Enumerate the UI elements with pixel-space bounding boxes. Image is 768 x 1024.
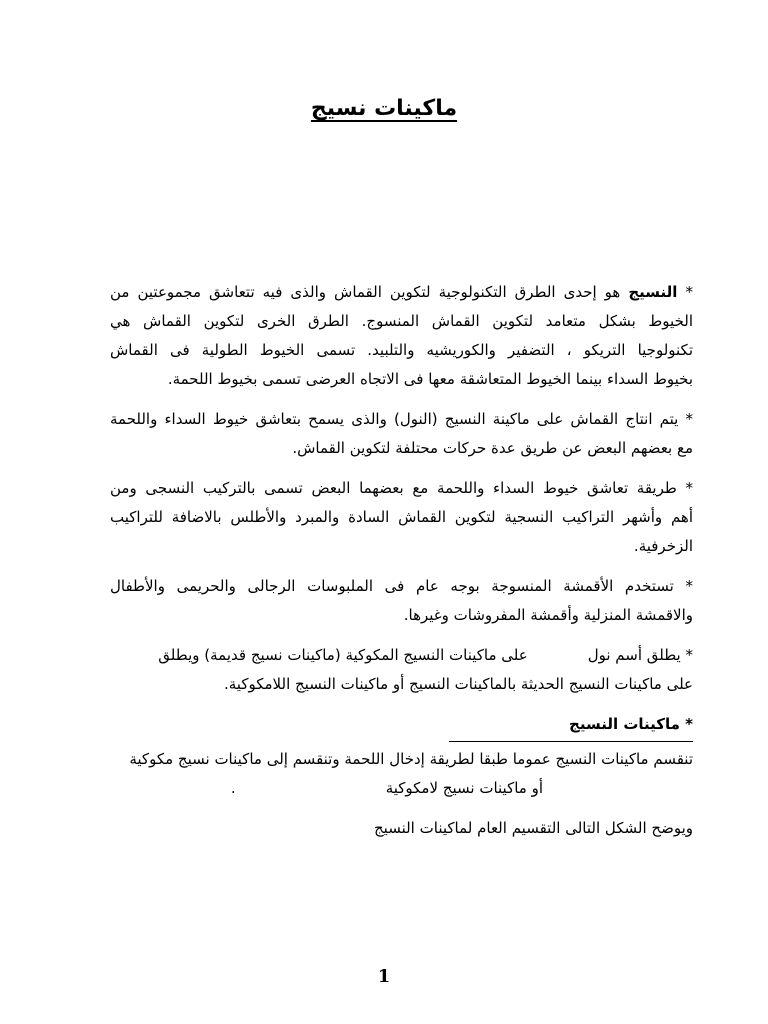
- paragraph-line: والاقمشة المنزلية وأقمشة المفروشات وغيرها.: [403, 606, 693, 624]
- paragraph-line: ويوضح الشكل التالى التقسيم العام لماكينات النسيج: [374, 819, 693, 837]
- paragraph-line: بخيوط السداء بينما الخيوط المتعاشقة معها فى الاتجاه العرضى تسمى بخيوط اللحمة.: [167, 370, 693, 388]
- section-subheading: * ماكينات النسيج: [449, 710, 693, 742]
- paragraph-line: على ماكينات النسيج الحديثة بالماكينات النسيج أو ماكينات النسيج اللامكوكية.: [224, 675, 693, 693]
- paragraph-line: [110, 641, 693, 670]
- paragraph-uses: [110, 572, 693, 630]
- paragraph-line: [110, 278, 693, 307]
- paragraph-definition: [110, 278, 693, 394]
- paragraph-weave-structure: [110, 474, 693, 561]
- paragraph-line: * يتم انتاج القماش على ماكينة النسيج (النول) والذى يسمح بتعاشق خيوط السداء واللحمة: [110, 410, 693, 428]
- paragraph-loom-naming: [110, 641, 693, 699]
- paragraph-line: * طريقة تعاشق خيوط السداء واللحمة مع بعضهما البعض تسمى بالتركيب النسجى ومن: [110, 479, 693, 497]
- paragraph-line: [110, 774, 693, 803]
- paragraph-classification: [110, 745, 693, 803]
- paragraph-line: أهم وأشهر التراكيب النسجية لتكوين القماش السادة والمبرد والأطلس بالاضافة للتراكيب: [110, 508, 693, 526]
- paragraph-line: الزخرفية.: [633, 537, 693, 555]
- bullet-marker: *: [685, 283, 693, 301]
- paragraph-line: مع بعضهم البعض عن طريق عدة حركات محتلفة لتكوين القماش.: [292, 439, 693, 457]
- paragraph-line: * تستخدم الأقمشة المنسوجة بوجه عام فى الملبوسات الرجالى والحريمى والأطفال: [110, 577, 693, 595]
- paragraph-production: [110, 405, 693, 463]
- line-text: أو ماكينات نسيج لامكوكية: [385, 779, 543, 797]
- paragraph-line: الخيوط بشكل متعامد لتكوين القماش المنسوج. الطرق الخرى لتكوين القماش هي: [110, 312, 693, 330]
- section-subheading-wrap: [110, 710, 693, 739]
- line-text: .: [230, 779, 236, 797]
- bold-term: النسيج: [628, 283, 678, 301]
- paragraph-figure-intro: [110, 814, 693, 843]
- page-title: ماكينات نسيج: [310, 96, 458, 121]
- line-text: على ماكينات النسيج المكوكية (ماكينات نسيج قديمة) ويطلق: [158, 646, 528, 664]
- line-text: هو إحدى الطرق التكنولوجية لتكوين القماش والذى فيه تتعاشق مجموعتين من: [110, 283, 621, 301]
- line-text: * يطلق أسم نول: [587, 646, 693, 664]
- page-number: 1: [377, 966, 391, 987]
- document-body: [110, 278, 693, 854]
- paragraph-line: تنقسم ماكينات النسيج عموما طبقا لطريقة إدخال اللحمة وتنقسم إلى ماكينات نسيج مكوكية: [129, 750, 693, 768]
- paragraph-line: تكنولوجيا التريكو ، التضفير والكوريشيه والتلبيد. تسمى الخيوط الطولية فى القماش: [110, 341, 693, 359]
